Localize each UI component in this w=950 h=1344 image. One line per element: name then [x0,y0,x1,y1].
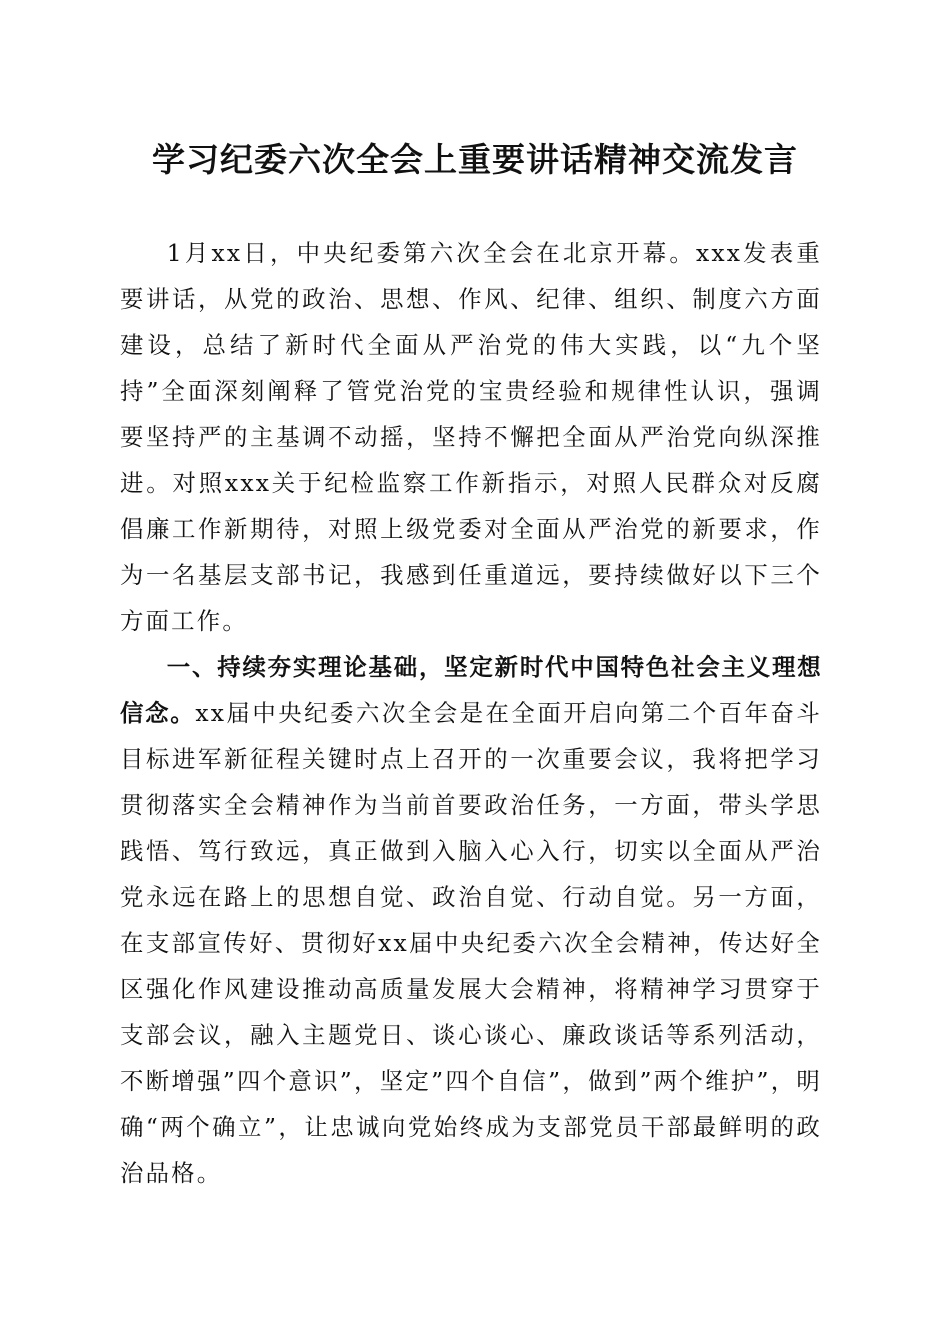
section-one-heading: 一、持续夯实理论基础，坚定新时代中国特色社会主义理想信念。 [120,653,822,727]
document-body [120,230,822,1196]
paragraph-intro-text: 1月xx日，中央纪委第六次全会在北京开幕。xxx发表重要讲话，从党的政治、思想、作风、纪律、组织、制度六方面建设，总结了新时代全面从严治党的伟大实践，以“九个坚持”全面深刻阐释了管党治党的宝贵经验和规律性认识，强调要坚持严的主基调不动摇，坚持不懈把全面从严治党向纵深推进。对照xxx关于纪检监察工作新指示，对照人民群众对反腐倡廉工作新期待，对照上级党委对全面从严治党的新要求，作为一名基层支部书记，我感到任重道远，要持续做好以下三个方面工作。 [120,239,822,635]
section-one-text: xx届中央纪委六次全会是在全面开启向第二个百年奋斗目标进军新征程关键时点上召开的一次重要会议，我将把学习贯彻落实全会精神作为当前首要政治任务，一方面，带头学思践悟、笃行致远，真正做到入脑入心入行，切实以全面从严治党永远在路上的思想自觉、政治自觉、行动自觉。另一方面，在支部宣传好、贯彻好xx届中央纪委六次全会精神，传达好全区强化作风建设推动高质量发展大会精神，将精神学习贯穿于支部会议，融入主题党日、谈心谈心、廉政谈话等系列活动，不断增强”四个意识”，坚定”四个自信”，做到”两个维护”，明确“两个确立”，让忠诚向党始终成为支部党员干部最鲜明的政治品格。 [120,699,822,1187]
paragraph-intro [120,230,822,644]
paragraph-section-one [120,644,822,1196]
document-title: 学习纪委六次全会上重要讲话精神交流发言 [152,140,798,179]
